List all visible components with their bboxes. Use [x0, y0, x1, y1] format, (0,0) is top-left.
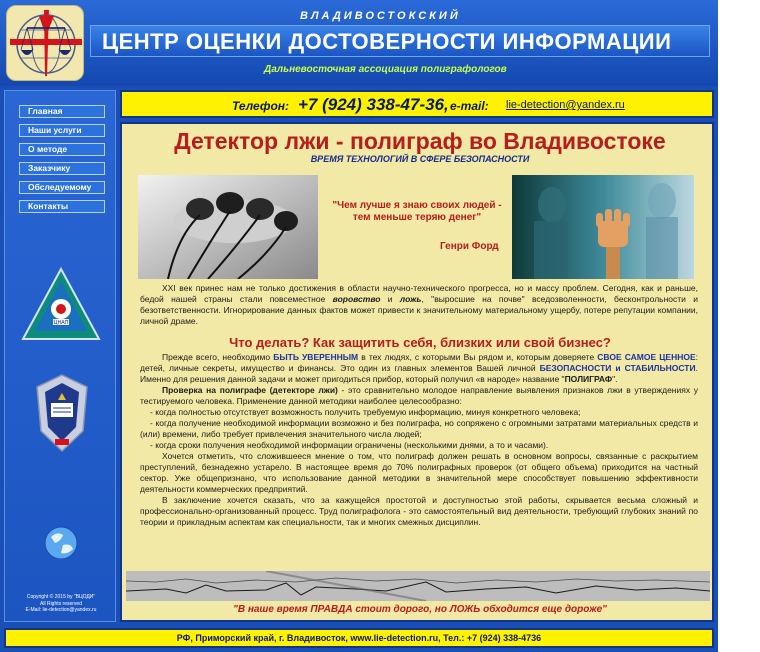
main-column [120, 88, 714, 624]
polygraph-sensors-photo [138, 175, 318, 279]
nav-services[interactable]: Наши услуги [19, 124, 105, 137]
polygraph-chart-strip [126, 571, 710, 601]
list-item: - когда полностью отсутствует возможность получить требуемую информацию, минуя конкретного человека; [150, 407, 581, 417]
intro-lie: ложь [399, 294, 422, 304]
association-emblem-icon [21, 267, 101, 343]
quote-author: Генри Форд [440, 241, 499, 252]
scales-globe-icon [7, 6, 85, 82]
paragraph-conclusion: В заключение хочется сказать, что за кажущейся простотой и доступностью этой работы, скрывается весьма сложный и профессионально-организованный процесс. Труд полиграфолога - это самостоятельный вид деятельности, требующий глубоких знаний по теории и прикладным аспектам как специальности, так и многих смежных дисциплин. [140, 495, 698, 527]
p1-a: Прежде всего, необходимо [162, 352, 274, 362]
question-heading: Что делать? Как защитить себя, близких или свой бизнес? [229, 335, 611, 350]
nav-method[interactable]: О методе [19, 143, 105, 156]
p2-lead: Проверка на полиграфе (детекторе лжи) [162, 385, 338, 395]
site-header [0, 0, 718, 86]
email-link[interactable]: lie-detection@yandex.ru [506, 99, 625, 111]
site-title: ЦЕНТР ОЦЕНКИ ДОСТОВЕРНОСТИ ИНФОРМАЦИИ [102, 29, 672, 54]
p1-polygraph: ПОЛИГРАФ [564, 374, 613, 384]
site-footer [4, 628, 714, 648]
center-logo[interactable] [6, 5, 84, 81]
p1-b: в тех людях, с которыми Вы рядом и, которым доверяете [358, 352, 598, 362]
intro-theft: воровство [332, 294, 381, 304]
quote-text: "Чем лучше я знаю своих людей - тем меньше теряю денег" [332, 200, 502, 223]
p1-c: : детей, личные секреты, имущество и финансы. Это один из главных элементов Вашей личной [140, 352, 699, 373]
xray-hand-photo [512, 175, 694, 279]
page-title: Детектор лжи - полиграф во Владивостоке [174, 128, 666, 154]
phone-label: Телефон: [232, 99, 290, 113]
nav-contacts[interactable]: Контакты [19, 200, 105, 213]
copyright-block [9, 594, 113, 614]
slogan: "В наше время ПРАВДА стоит дорого, но ЛОЖЬ обходится еще дороже" [233, 604, 607, 615]
intro-and: и [380, 294, 400, 304]
association-name: Дальневосточная ассоциация полиграфологов [264, 64, 507, 75]
email-label: e-mail: [450, 99, 489, 113]
paragraph-private-sector: Хочется отметить, что сложившееся мнение о том, что полиграф должен решать в основном вопросы, связанные с раскрытием преступлений, безнадежно устарело. В настоящее время до 70% полиграфных проверок (от общего объема) приходится на частный сектор. Уже общепризнано, что использование данной методики в значительной мере способствует повышению эффективности деятельности коммерческих предприятий. [140, 451, 698, 494]
copyright-line: Copyright © 2015 by "ВЦОДИ" [26, 594, 96, 600]
globe-icon [43, 525, 79, 561]
page-subtitle: ВРЕМЯ ТЕХНОЛОГИЙ В СФЕРЕ БЕЗОПАСНОСТИ [310, 154, 530, 164]
p1-safety: БЕЗОПАСНОСТИ и СТАБИЛЬНОСТИ [539, 363, 696, 373]
sidebar [4, 90, 116, 622]
list-item: - когда получение необходимой информации возможно и без полиграфа, но сопряжено с огромными затратами материальных средств и (или) времени, либо требует привлечения значительного числа людей; [140, 418, 698, 439]
footer-text: РФ, Приморский край, г. Владивосток, www.lie-detection.ru, Тел.: +7 (924) 338-4736 [176, 633, 542, 643]
article-body [140, 352, 698, 528]
contact-bar [120, 90, 714, 118]
p1-precious: СВОЕ САМОЕ ЦЕННОЕ [597, 352, 696, 362]
paragraph-method [140, 385, 698, 407]
emblem-label: ЦНАП [53, 320, 69, 326]
article-panel [120, 122, 714, 622]
security-badge-icon [33, 373, 91, 453]
p1-d: . Именно для решения данной задачи и может пригодиться прибор, который получил «в народе» название " [140, 363, 698, 384]
intro-text-a: XXI век принес нам не только достижения в области научно-технического прогресса, но и массу проблем. Сегодня, как и раньше, бедой нашей страны стали повсеместное [140, 283, 698, 304]
intro-text-b: , "выросшие на почве" вседозволенности, бесконтрольности и безответственности. Игнорирование данных фактов может привести к значительному материальному ущербу, потере репутации компании, личной драме. [140, 294, 698, 326]
nav-home[interactable]: Главная [19, 105, 105, 118]
intro-paragraph [140, 283, 698, 327]
sidebar-email-link[interactable]: E-Mail: lie-detection@yandex.ru [25, 607, 97, 613]
list-item: - когда сроки получения необходимой информации ограничены (несколькими днями, а то и часами). [150, 440, 549, 450]
nav-examinee[interactable]: Обследуемому [19, 181, 105, 194]
p1-sure: БЫТЬ УВЕРЕННЫМ [273, 352, 359, 362]
paragraph-confidence [140, 352, 698, 385]
nav-customer[interactable]: Заказчику [19, 162, 105, 175]
rights-line: All Rights reserved [40, 600, 82, 607]
p1-e: ". [612, 374, 618, 384]
p2-rest: - это сравнительно молодое направление выявления признаков лжи в утверждениях у тестируемого человека. Применение данной методики наиболее целесообразно: [140, 385, 698, 406]
phone-number: +7 (924) 338-47-36, [298, 95, 449, 114]
header-city: ВЛАДИВОСТОКСКИЙ [300, 10, 461, 22]
